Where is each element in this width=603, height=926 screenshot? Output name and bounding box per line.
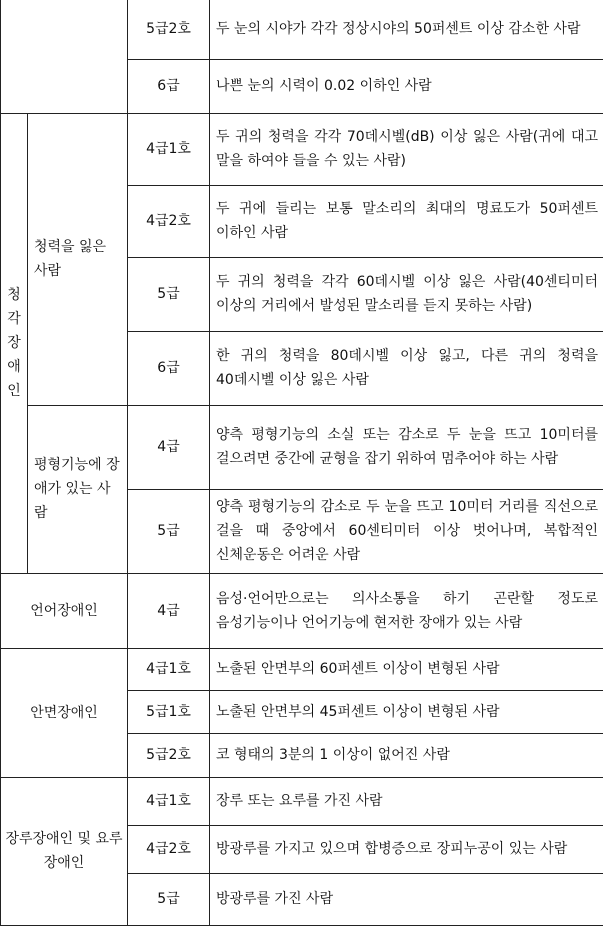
description-cell: 노출된 안면부의 60퍼센트 이상이 변형된 사람 bbox=[210, 648, 603, 690]
description-cell: 방광루를 가지고 있으며 합병증으로 장피누공이 있는 사람 bbox=[210, 825, 603, 873]
table-row bbox=[1, 113, 603, 185]
category-speech: 언어장애인 bbox=[1, 573, 128, 648]
blank-category-cell bbox=[1, 0, 128, 113]
grade-cell: 6급 bbox=[128, 331, 210, 405]
description-cell: 두 눈의 시야가 각각 정상시야의 50퍼센트 이상 감소한 사람 bbox=[210, 0, 603, 59]
table-row bbox=[1, 777, 603, 825]
description-cell: 두 귀의 청력을 각각 60데시벨 이상 잃은 사람(40센티미터 이상의 거리에서 발성된 말소리를 듣지 못하는 사람) bbox=[210, 257, 603, 331]
description-cell: 양측 평형기능의 감소로 두 눈을 뜨고 10미터 거리를 직선으로 걸을 때 중앙에서 60센티미터 이상 벗어나며, 복합적인 신체운동은 어려운 사람 bbox=[210, 489, 603, 573]
table-row bbox=[1, 405, 603, 489]
grade-cell: 4급1호 bbox=[128, 113, 210, 185]
description-cell: 코 형태의 3분의 1 이상이 없어진 사람 bbox=[210, 733, 603, 777]
category-hearing bbox=[1, 113, 28, 573]
subcategory-hearing-loss: 청력을 잃은 사람 bbox=[28, 113, 128, 405]
category-hearing-label: 청각장애인 bbox=[7, 287, 21, 399]
grade-cell: 5급1호 bbox=[128, 690, 210, 733]
description-cell: 한 귀의 청력을 80데시벨 이상 잃고, 다른 귀의 청력을 40데시벨 이상 잃은 사람 bbox=[210, 331, 603, 405]
table-row bbox=[1, 0, 603, 59]
category-face: 안면장애인 bbox=[1, 648, 128, 777]
description-cell: 노출된 안면부의 45퍼센트 이상이 변형된 사람 bbox=[210, 690, 603, 733]
description-cell: 두 귀에 들리는 보통 말소리의 최대의 명료도가 50퍼센트 이하인 사람 bbox=[210, 185, 603, 257]
grade-cell: 5급2호 bbox=[128, 0, 210, 59]
category-ostomy: 장루장애인 및 요루장애인 bbox=[1, 777, 128, 925]
grade-cell: 4급2호 bbox=[128, 825, 210, 873]
description-cell: 음성·언어만으로는 의사소통을 하기 곤란할 정도로 음성기능이나 언어기능에 현저한 장애가 있는 사람 bbox=[210, 573, 603, 648]
table-row bbox=[1, 648, 603, 690]
description-cell: 두 귀의 청력을 각각 70데시벨(dB) 이상 잃은 사람(귀에 대고 말을 하여야 들을 수 있는 사람) bbox=[210, 113, 603, 185]
grade-cell: 4급1호 bbox=[128, 777, 210, 825]
description-cell: 나쁜 눈의 시력이 0.02 이하인 사람 bbox=[210, 59, 603, 113]
grade-cell: 5급2호 bbox=[128, 733, 210, 777]
grade-cell: 5급 bbox=[128, 489, 210, 573]
description-cell: 장루 또는 요루를 가진 사람 bbox=[210, 777, 603, 825]
grade-cell: 4급 bbox=[128, 573, 210, 648]
grade-cell: 6급 bbox=[128, 59, 210, 113]
grade-cell: 5급 bbox=[128, 257, 210, 331]
grade-cell: 5급 bbox=[128, 873, 210, 925]
description-cell: 양측 평형기능의 소실 또는 감소로 두 눈을 뜨고 10미터를 걸으려면 중간에 균형을 잡기 위하여 멈추어야 하는 사람 bbox=[210, 405, 603, 489]
subcategory-balance: 평형기능에 장애가 있는 사람 bbox=[28, 405, 128, 573]
grade-cell: 4급2호 bbox=[128, 185, 210, 257]
table-row bbox=[1, 573, 603, 648]
grade-cell: 4급 bbox=[128, 405, 210, 489]
description-cell: 방광루를 가진 사람 bbox=[210, 873, 603, 925]
grade-cell: 4급1호 bbox=[128, 648, 210, 690]
